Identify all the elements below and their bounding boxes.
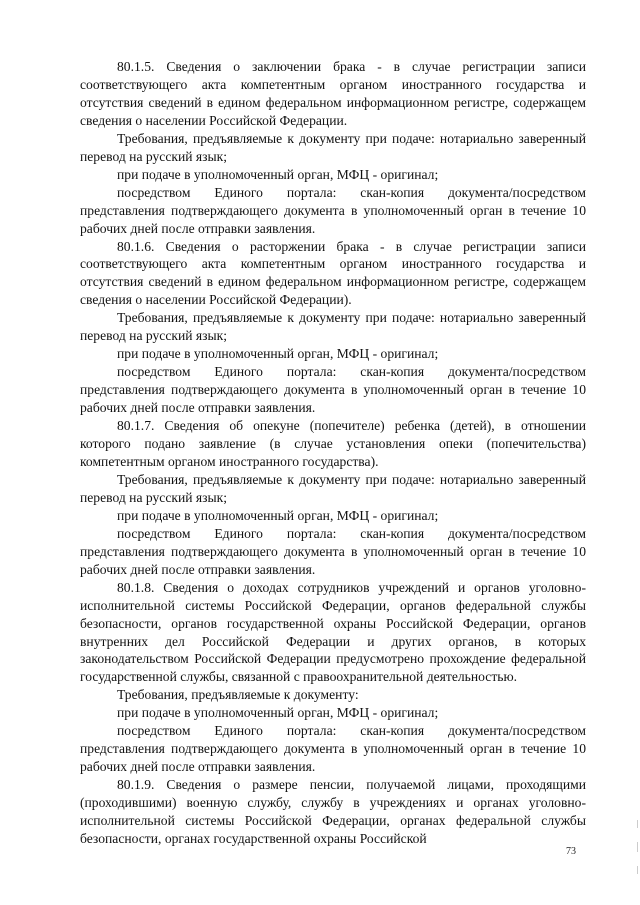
paragraph-submission-portal: посредством Единого портала: скан-копия документа/посредством представления подтверждающего документа в уполномоченный орган в течение 10 рабочих дней после отправки заявления. [80, 723, 586, 775]
paragraph-80-1-6: 80.1.6. Сведения о расторжении брака - в случае регистрации записи соответствующего акта компетентным органом иностранного государства и отсутствия сведений в едином федеральном информационном регистре, содержащем сведения о населении Российской Федерации). [80, 238, 586, 308]
paragraph-requirements: Требования, предъявляемые к документу при подаче: нотариально заверенный перевод на русский язык; [80, 130, 586, 164]
paragraph-submission-mfc: при подаче в уполномоченный орган, МФЦ - оригинал; [117, 705, 439, 721]
scan-edge-mark [637, 820, 638, 828]
paragraph-submission-portal: посредством Единого портала: скан-копия документа/посредством представления подтверждающего документа в уполномоченный орган в течение 10 рабочих дней после отправки заявления. [80, 184, 586, 236]
paragraph-submission-portal: посредством Единого портала: скан-копия документа/посредством представления подтверждающего документа в уполномоченный орган в течение 10 рабочих дней после отправки заявления. [80, 525, 586, 577]
paragraph-80-1-5: 80.1.5. Сведения о заключении брака - в случае регистрации записи соответствующего акта компетентным органом иностранного государства и отсутствия сведений в едином федеральном информационном регистре, содержащем сведения о населении Российской Федерации. [80, 59, 586, 128]
paragraph-requirements: Требования, предъявляемые к документу при подаче: нотариально заверенный перевод на русский язык; [80, 310, 586, 344]
paragraph-80-1-7: 80.1.7. Сведения об опекуне (попечителе) ребенка (детей), в отношении которого подано заявление (в случае установления опеки (попечительства) компетентным органом иностранного государства). [80, 418, 586, 469]
paragraph-80-1-9: 80.1.9. Сведения о размере пенсии, получаемой лицами, проходящими (проходившими) военную службу, службу в учреждениях и органах уголовно-исполнительной системы Российской Федерации, органах федеральной службы безопасности, органах государственной охраны Российской [80, 777, 586, 846]
paragraph-submission-mfc: при подаче в уполномоченный орган, МФЦ - оригинал; [117, 166, 439, 182]
paragraph-requirements: Требования, предъявляемые к документу: [117, 687, 359, 703]
scan-edge-mark [637, 842, 638, 852]
scan-edge-mark [637, 866, 638, 874]
page-number: 73 [566, 846, 576, 857]
paragraph-80-1-8: 80.1.8. Сведения о доходах сотрудников учреждений и органов уголовно-исполнительной системы Российской Федерации, органов федеральной службы безопасности, органов государственной охраны Российской Федерации, органов внутренних дел Российской Федерации и других органов, в которых законодательством Российской Федерации предусмотрено прохождение федеральной государственной службы, связанной с правоохранительной деятельностью. [80, 579, 586, 685]
paragraph-requirements: Требования, предъявляемые к документу при подаче: нотариально заверенный перевод на русский язык; [80, 471, 586, 505]
paragraph-submission-mfc: при подаче в уполномоченный орган, МФЦ - оригинал; [117, 507, 439, 523]
paragraph-submission-portal: посредством Единого портала: скан-копия документа/посредством представления подтверждающего документа в уполномоченный орган в течение 10 рабочих дней после отправки заявления. [80, 364, 586, 416]
document-body [80, 58, 586, 848]
paragraph-submission-mfc: при подаче в уполномоченный орган, МФЦ - оригинал; [117, 346, 439, 362]
